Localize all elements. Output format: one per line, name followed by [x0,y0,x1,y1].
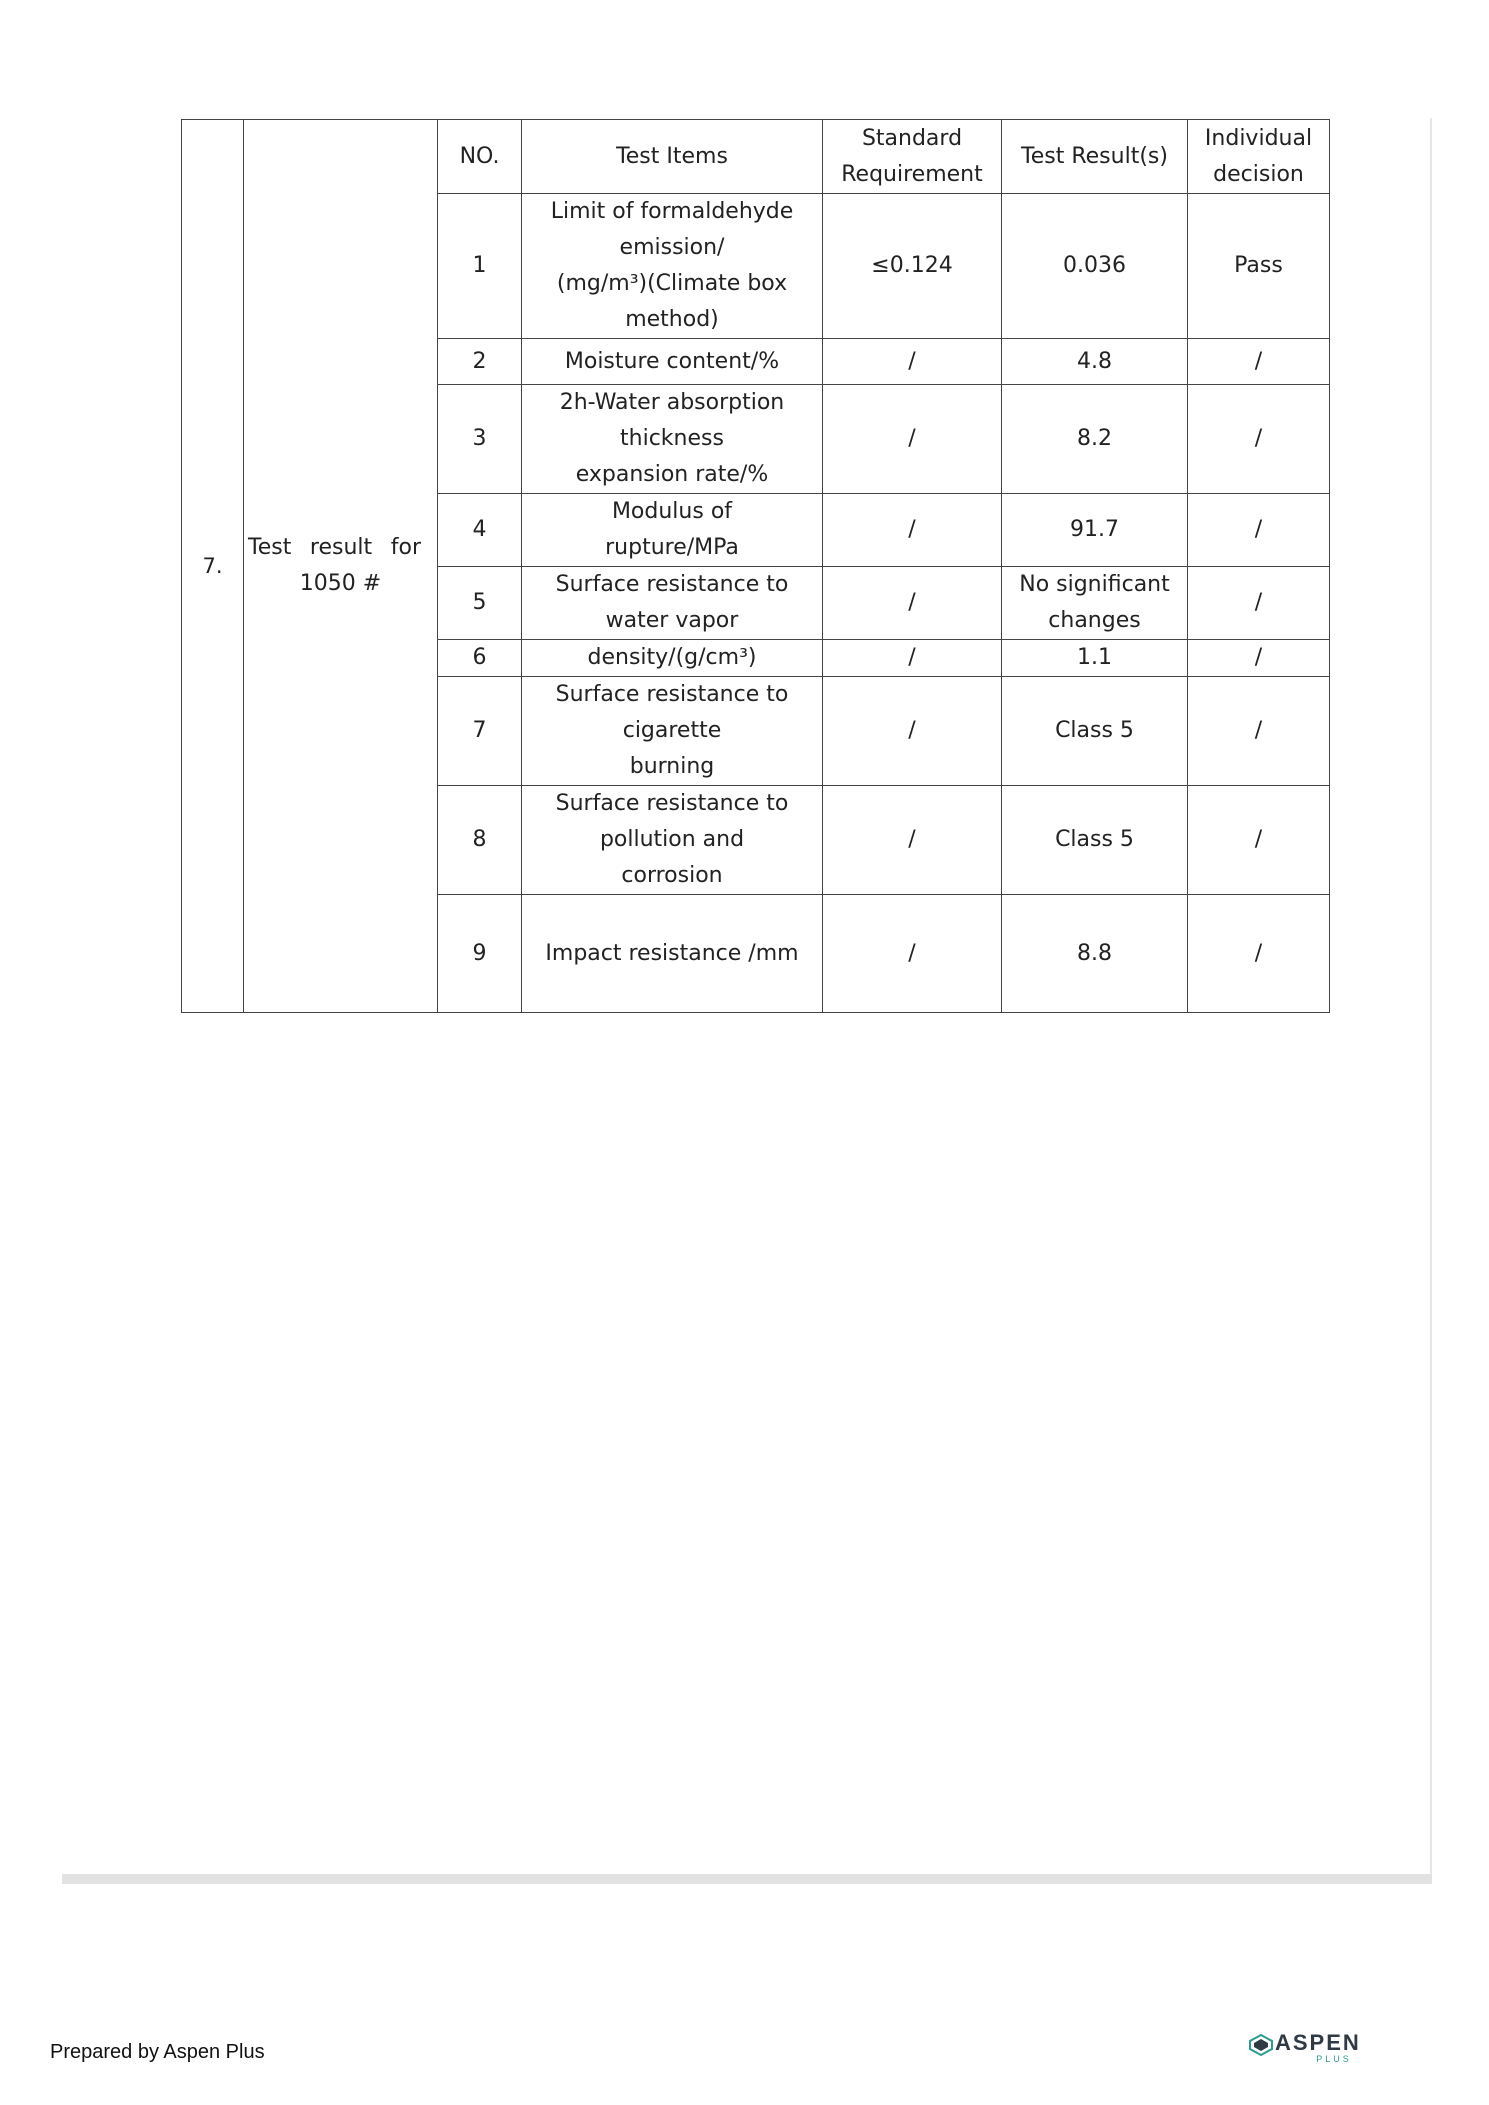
test-item [522,640,823,677]
test-result [1002,640,1188,677]
individual-decision: / [1188,385,1330,494]
standard-requirement: / [823,339,1002,385]
individual-decision: Pass [1188,194,1330,339]
aspen-plus-logo [1245,2030,1395,2070]
test-result-line: No significant [1019,572,1170,597]
row-number: 9 [438,895,522,1013]
test-item [522,339,823,385]
section-title-line1: Test result for [248,535,421,560]
section-title [244,120,438,1013]
test-result [1002,494,1188,567]
standard-requirement: / [823,640,1002,677]
test-item-line: density/(g/cm³) [587,645,757,670]
section-number: 7. [182,120,244,1013]
test-result-line: 4.8 [1077,348,1112,374]
test-item-line: water vapor [605,608,739,633]
test-item-line: Impact resistance /mm [545,940,799,966]
test-item-line: burning [629,754,715,779]
header-test-items: Test Items [522,120,823,194]
test-result [1002,385,1188,494]
test-result [1002,895,1188,1013]
row-number: 3 [438,385,522,494]
test-result-line: changes [1048,608,1141,633]
test-item [522,677,823,786]
row-number: 7 [438,677,522,786]
test-result [1002,567,1188,640]
test-item-line: Limit of formaldehyde [550,199,794,224]
table-header-row [182,120,1330,194]
test-item-line: 2h-Water absorption [559,390,785,415]
page-edge-bottom [62,1874,1432,1884]
header-standard-line2: Requirement [841,161,983,187]
individual-decision: / [1188,640,1330,677]
test-result-line: 91.7 [1070,517,1119,542]
standard-requirement: / [823,786,1002,895]
standard-requirement: / [823,895,1002,1013]
test-item-line: corrosion [621,863,723,888]
test-result-line: 8.8 [1077,940,1112,966]
row-number: 5 [438,567,522,640]
test-item-line: Surface resistance to [555,682,789,707]
test-item-line: Surface resistance to [555,791,789,816]
standard-requirement: / [823,385,1002,494]
test-item [522,494,823,567]
test-item-line: expansion rate/% [575,462,769,487]
test-result-line: Class 5 [1055,718,1134,743]
header-decision-line1: Individual [1204,125,1313,151]
header-test-results: Test Result(s) [1002,120,1188,194]
row-number: 2 [438,339,522,385]
test-item-line: method) [625,307,719,332]
row-number: 4 [438,494,522,567]
row-number: 1 [438,194,522,339]
individual-decision: / [1188,339,1330,385]
aspen-logo-icon [1249,2034,1273,2056]
standard-requirement: / [823,494,1002,567]
test-item-line: Moisture content/% [564,348,780,374]
individual-decision: / [1188,567,1330,640]
test-item [522,786,823,895]
test-item-line: cigarette [622,718,722,743]
standard-requirement: ≤0.124 [823,194,1002,339]
test-item-line: pollution and [599,827,745,852]
individual-decision: / [1188,494,1330,567]
logo-wordmark: ASPEN [1275,2030,1361,2055]
individual-decision: / [1188,895,1330,1013]
individual-decision: / [1188,677,1330,786]
header-standard-requirement [823,120,1002,194]
test-result [1002,194,1188,339]
page-edge-right [1430,118,1432,1878]
prepared-by-text: Prepared by Aspen Plus [50,2041,265,2063]
test-item-line: (mg/m³)(Climate box [556,271,788,296]
test-result-line: 1.1 [1077,645,1112,670]
test-result [1002,786,1188,895]
section-title-line2: 1050 # [299,571,382,596]
test-item [522,385,823,494]
test-result [1002,677,1188,786]
row-number: 8 [438,786,522,895]
test-item-line: Modulus of [611,499,733,524]
individual-decision: / [1188,786,1330,895]
test-item [522,895,823,1013]
standard-requirement: / [823,677,1002,786]
test-item-line: thickness [620,426,724,451]
test-result-line: Class 5 [1055,827,1134,852]
header-decision-line2: decision [1213,161,1304,187]
test-item [522,567,823,640]
standard-requirement: / [823,567,1002,640]
logo-subtext: PLUS [1316,2054,1352,2064]
test-item-line: Surface resistance to [555,572,789,597]
test-item-line: rupture/MPa [605,535,739,560]
test-result-line: 8.2 [1077,426,1112,451]
test-item-line: emission/ [619,235,725,260]
test-result [1002,339,1188,385]
header-standard-line1: Standard [861,125,963,151]
row-number: 6 [438,640,522,677]
test-item [522,194,823,339]
header-individual-decision [1188,120,1330,194]
header-no: NO. [438,120,522,194]
test-result-line: 0.036 [1063,253,1126,278]
test-result-table [181,119,1330,1013]
